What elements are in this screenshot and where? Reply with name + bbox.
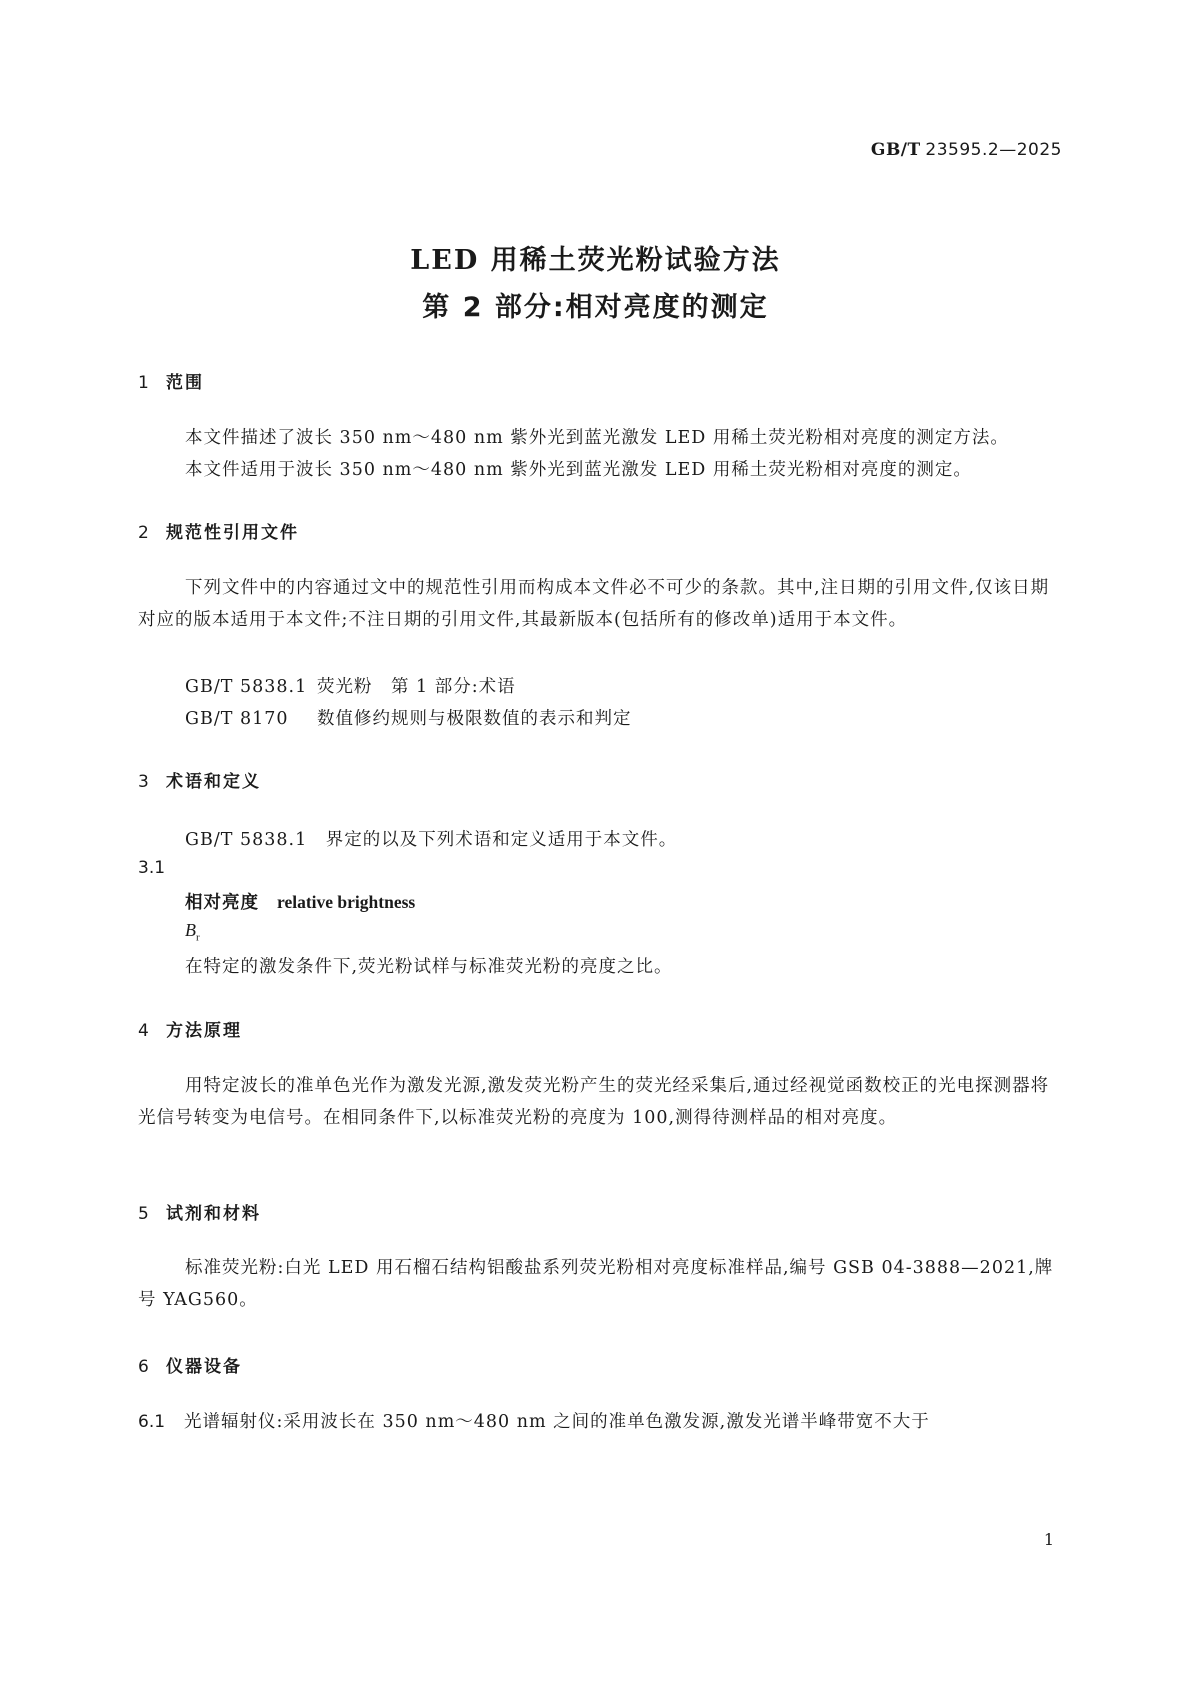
clause-6-1 [138,1408,1056,1433]
normative-reference [185,673,516,698]
section-2-para: 下列文件中的内容通过文中的规范性引用而构成本文件必不可少的条款。其中,注日期的引用文件,仅该日期对应的版本适用于本文件;不注日期的引用文件,其最新版本(包括所有的修改单)适用于本文件。 [138,578,1050,630]
section-1-para-1: 本文件描述了波长 350 nm～480 nm 紫外光到蓝光激发 LED 用稀土荧光粉相对亮度的测定方法。 [185,428,1009,448]
section-5-number: 5 [138,1204,151,1224]
standard-number [871,140,1062,160]
term-definition: 在特定的激发条件下,荧光粉试样与标准荧光粉的亮度之比。 [185,957,673,977]
section-1-para-2: 本文件适用于波长 350 nm～480 nm 紫外光到蓝光激发 LED 用稀土荧光粉相对亮度的测定。 [185,460,972,480]
normative-reference [185,705,632,730]
standard-code: 23595.2—2025 [925,140,1062,160]
section-2-title: 规范性引用文件 [166,523,299,543]
section-4-para: 用特定波长的准单色光作为激发光源,激发荧光粉产生的荧光经采集后,通过经视觉函数校正的光电探测器将光信号转变为电信号。在相同条件下,以标准荧光粉的亮度为 100,测得待测样品的相对亮度。 [138,1076,1050,1128]
section-3-title: 术语和定义 [166,772,261,792]
symbol-base: B [185,920,196,940]
document-subtitle: 第 2 部分:相对亮度的测定 [422,292,769,323]
section-6-heading [138,1352,242,1377]
section-3-heading [138,767,261,792]
page-number: 1 [1043,1530,1054,1549]
section-4-heading [138,1016,242,1041]
section-2-heading [138,518,299,543]
section-3-number: 3 [138,772,151,792]
term-entry [185,889,415,914]
term-english: relative brightness [277,892,416,912]
reference-code: GB/T 8170 [185,709,289,729]
section-6-title: 仪器设备 [166,1357,242,1377]
section-1-heading [138,368,204,393]
term-chinese: 相对亮度 [185,893,259,913]
standard-prefix: GB/T [870,140,921,160]
section-1-title: 范围 [166,373,204,393]
symbol-subscript: r [196,931,200,944]
section-5-title: 试剂和材料 [166,1204,261,1224]
section-3-para: GB/T 5838.1 界定的以及下列术语和定义适用于本文件。 [185,830,678,850]
document-title: LED 用稀土荧光粉试验方法 [410,245,781,276]
reference-title: 数值修约规则与极限数值的表示和判定 [317,709,632,729]
section-2-number: 2 [138,523,151,543]
section-5-heading [138,1199,261,1224]
reference-code: GB/T 5838.1 [185,677,308,697]
clause-text: 光谱辐射仪:采用波长在 350 nm～480 nm 之间的准单色激发源,激发光谱半峰带宽不大于 [184,1412,930,1432]
section-6-number: 6 [138,1357,151,1377]
section-4-number: 4 [138,1021,151,1041]
subclause-number: 3.1 [138,858,166,878]
term-symbol [185,920,200,944]
clause-number: 6.1 [138,1412,166,1432]
section-1-number: 1 [138,373,151,393]
section-5-para: 标准荧光粉:白光 LED 用石榴石结构铝酸盐系列荧光粉相对亮度标准样品,编号 GSB 04-3888—2021,牌号 YAG560。 [138,1258,1054,1310]
section-4-title: 方法原理 [166,1021,242,1041]
reference-title: 荧光粉 第 1 部分:术语 [317,677,516,697]
